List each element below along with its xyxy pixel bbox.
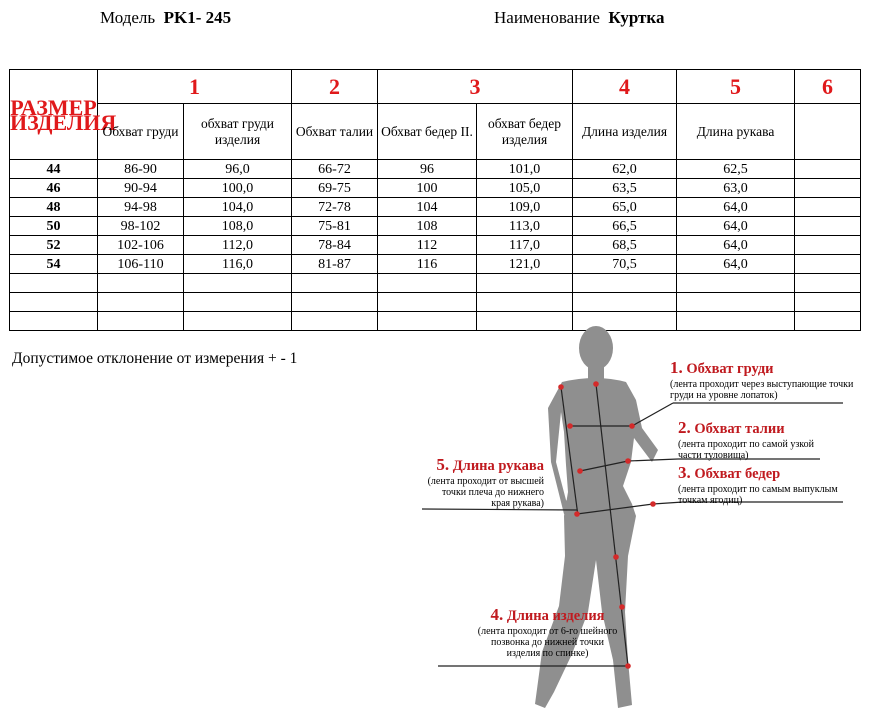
column-header	[795, 104, 861, 160]
group-number: 4	[573, 70, 677, 104]
table-cell	[677, 293, 795, 312]
table-cell	[795, 255, 861, 274]
table-cell	[795, 236, 861, 255]
table-cell	[573, 274, 677, 293]
table-cell	[292, 293, 378, 312]
table-row	[10, 293, 861, 312]
table-cell: 70,5	[573, 255, 677, 274]
table-cell: 72-78	[292, 198, 378, 217]
measurement-figure	[420, 320, 860, 725]
table-cell	[184, 274, 292, 293]
table-cell	[184, 312, 292, 331]
table-cell: 101,0	[477, 160, 573, 179]
table-cell: 96	[378, 160, 477, 179]
table-cell: 65,0	[573, 198, 677, 217]
chest-description: (лента проходит через выступающие точки груди на уровне лопаток)	[670, 379, 854, 401]
size-cell: 50	[10, 217, 98, 236]
table-cell	[477, 274, 573, 293]
model-value: PK1- 245	[163, 8, 232, 27]
table-cell	[795, 179, 861, 198]
table-cell: 75-81	[292, 217, 378, 236]
group-number-row	[10, 70, 861, 104]
table-cell	[795, 293, 861, 312]
table-row	[10, 198, 861, 217]
column-header: обхват груди изделия	[184, 104, 292, 160]
table-cell: 64,0	[677, 236, 795, 255]
table-cell: 112	[378, 236, 477, 255]
table-cell: 102-106	[98, 236, 184, 255]
name-label: Наименование	[494, 8, 600, 27]
table-cell	[292, 274, 378, 293]
table-cell: 116,0	[184, 255, 292, 274]
table-cell: 66-72	[292, 160, 378, 179]
table-cell	[184, 293, 292, 312]
hips-description: (лента проходит по самым выпуклым точкам ягодиц)	[678, 484, 838, 506]
table-cell: 94-98	[98, 198, 184, 217]
table-row	[10, 255, 861, 274]
waist-annotation	[678, 418, 838, 461]
group-number: 6	[795, 70, 861, 104]
group-number: 5	[677, 70, 795, 104]
size-cell: 54	[10, 255, 98, 274]
table-cell: 104,0	[184, 198, 292, 217]
table-cell: 81-87	[292, 255, 378, 274]
table-cell: 64,0	[677, 217, 795, 236]
table-cell: 100,0	[184, 179, 292, 198]
table-cell	[677, 274, 795, 293]
column-header: Обхват бедер II.	[378, 104, 477, 160]
table-cell: 78-84	[292, 236, 378, 255]
table-cell	[378, 274, 477, 293]
table-row	[10, 236, 861, 255]
table-row	[10, 179, 861, 198]
table-cell: 112,0	[184, 236, 292, 255]
size-cell	[10, 274, 98, 293]
table-cell	[795, 160, 861, 179]
chest-annotation	[670, 358, 860, 401]
hips-title: Обхват бедер	[694, 466, 781, 482]
group-number: 2	[292, 70, 378, 104]
table-row	[10, 274, 861, 293]
hips-number: 3.	[678, 463, 691, 482]
table-cell: 113,0	[477, 217, 573, 236]
table-cell: 105,0	[477, 179, 573, 198]
waist-number: 2.	[678, 418, 691, 437]
table-cell	[378, 293, 477, 312]
length-number: 4.	[490, 605, 504, 624]
model-header	[100, 8, 231, 28]
size-cell: 52	[10, 236, 98, 255]
table-cell: 108	[378, 217, 477, 236]
table-cell	[795, 217, 861, 236]
table-cell	[573, 293, 677, 312]
table-cell	[98, 293, 184, 312]
table-cell: 121,0	[477, 255, 573, 274]
table-cell: 109,0	[477, 198, 573, 217]
table-cell: 63,0	[677, 179, 795, 198]
table-cell: 63,5	[573, 179, 677, 198]
model-label: Модель	[100, 8, 156, 27]
table-cell	[98, 312, 184, 331]
chest-title: Обхват груди	[686, 361, 774, 377]
size-header-cell: РАЗМЕР ИЗДЕЛИЯ	[10, 70, 98, 160]
size-table	[9, 69, 861, 331]
table-cell: 117,0	[477, 236, 573, 255]
table-cell: 106-110	[98, 255, 184, 274]
column-header: Длина изделия	[573, 104, 677, 160]
size-cell: 48	[10, 198, 98, 217]
column-header: обхват бедер изделия	[477, 104, 573, 160]
size-cell: 46	[10, 179, 98, 198]
table-cell	[477, 293, 573, 312]
table-cell: 90-94	[98, 179, 184, 198]
sleeve-number: 5.	[436, 455, 450, 474]
table-cell: 100	[378, 179, 477, 198]
column-header: Обхват груди	[98, 104, 184, 160]
sleeve-annotation	[424, 455, 544, 509]
name-value: Куртка	[608, 8, 665, 27]
table-cell: 86-90	[98, 160, 184, 179]
size-cell	[10, 293, 98, 312]
size-cell: 44	[10, 160, 98, 179]
group-number: 1	[98, 70, 292, 104]
table-cell: 69-75	[292, 179, 378, 198]
table-cell: 64,0	[677, 198, 795, 217]
table-row	[10, 160, 861, 179]
length-description: (лента проходит от 6-го шейного позвонка до нижней точки изделия по спинке)	[477, 626, 618, 659]
table-cell: 64,0	[677, 255, 795, 274]
table-cell	[292, 312, 378, 331]
table-row	[10, 217, 861, 236]
sleeve-description: (лента проходит от высшей точки плеча до нижнего края рукава)	[427, 476, 544, 509]
table-cell: 98-102	[98, 217, 184, 236]
length-title: Длина изделия	[506, 608, 605, 624]
table-cell: 104	[378, 198, 477, 217]
table-cell: 66,5	[573, 217, 677, 236]
table-cell: 68,5	[573, 236, 677, 255]
waist-description: (лента проходит по самой узкой части туловища)	[678, 439, 814, 461]
table-cell	[795, 198, 861, 217]
table-cell: 108,0	[184, 217, 292, 236]
waist-title: Обхват талии	[694, 421, 785, 437]
length-annotation	[475, 605, 620, 659]
table-cell: 96,0	[184, 160, 292, 179]
product-name-header	[494, 8, 664, 28]
measure-header-row	[10, 104, 861, 160]
table-cell: 116	[378, 255, 477, 274]
tolerance-note: Допустимое отклонение от измерения + - 1	[12, 350, 298, 367]
table-cell: 62,0	[573, 160, 677, 179]
table-cell	[795, 274, 861, 293]
sleeve-title: Длина рукава	[452, 458, 544, 474]
group-number: 3	[378, 70, 573, 104]
size-cell	[10, 312, 98, 331]
chest-number: 1.	[670, 358, 683, 377]
column-header: Обхват талии	[292, 104, 378, 160]
column-header: Длина рукава	[677, 104, 795, 160]
table-cell	[98, 274, 184, 293]
table-cell: 62,5	[677, 160, 795, 179]
hips-annotation	[678, 463, 858, 506]
